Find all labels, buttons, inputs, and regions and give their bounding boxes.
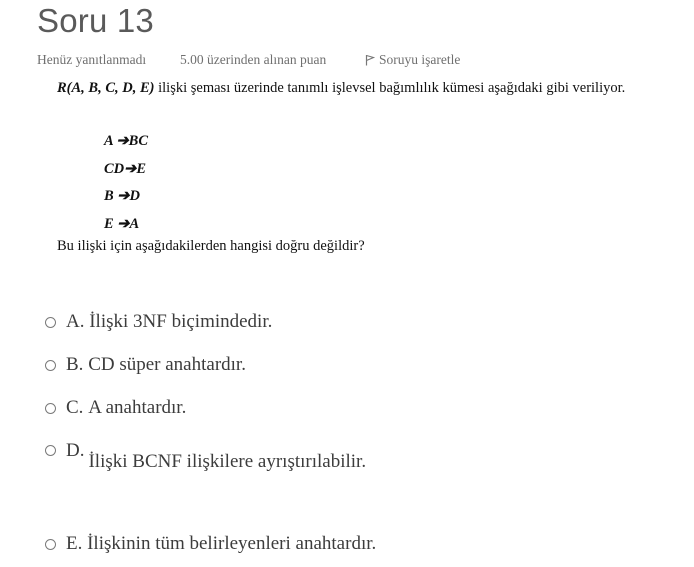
relation-schema: R(A, B, C, D, E) [57,80,155,96]
question-points: 5.00 üzerinden alınan puan [180,52,327,67]
answer-option-d[interactable] [45,440,367,472]
answer-status: Henüz yanıtlanmadı [37,52,147,67]
radio-button[interactable] [45,403,56,414]
radio-button[interactable] [45,539,56,550]
question-prompt: Bu ilişki için aşağıdakilerden hangisi doğru değildir? [57,238,365,254]
arrow-icon: ➔ [117,188,130,204]
dependency-item [104,156,148,184]
option-text: A anahtardır. [88,397,187,418]
flag-question-link[interactable] [365,52,460,68]
flag-icon [365,54,375,66]
option-text: İlişkinin tüm belirleyenleri anahtardır. [87,533,377,554]
question-title: Soru 13 [37,2,154,39]
dependency-rhs: BC [128,133,148,149]
question-intro: ilişki şeması üzerinde tanımlı işlevsel bağımlılık kümesi aşağıdaki gibi veriliyor. [154,80,626,96]
dependency-lhs: E [104,215,114,232]
option-letter: D. [66,440,85,461]
dependency-rhs: A [129,215,140,232]
dependency-rhs: D [129,188,140,204]
arrow-icon: ➔ [117,215,130,232]
radio-button[interactable] [45,360,56,371]
dependency-rhs: E [136,160,146,177]
arrow-icon: ➔ [124,160,137,177]
option-text: İlişki 3NF biçimindedir. [89,311,273,332]
option-letter: E. [66,533,83,554]
dependency-lhs: CD [104,160,125,177]
dependency-item [104,128,148,156]
answer-option-e[interactable] [45,533,376,555]
arrow-icon: ➔ [116,133,129,149]
option-letter: A. [66,311,85,332]
option-letter: B. [66,354,84,375]
dependency-list [104,128,148,238]
dependency-item [104,183,148,211]
radio-button[interactable] [45,317,56,328]
flag-question-label: Soruyu işaretle [379,52,461,67]
question-text [57,75,662,102]
dependency-lhs: A [104,133,113,149]
radio-button[interactable] [45,445,56,456]
option-letter: C. [66,397,84,418]
question-info [37,52,460,68]
answer-option-b[interactable] [45,354,246,376]
option-text: İlişki BCNF ilişkilere ayrıştırılabilir. [88,451,367,472]
answer-option-a[interactable] [45,311,272,333]
answer-option-c[interactable] [45,397,186,419]
dependency-item [104,211,148,239]
dependency-lhs: B [104,188,114,204]
option-text: CD süper anahtardır. [88,354,246,375]
